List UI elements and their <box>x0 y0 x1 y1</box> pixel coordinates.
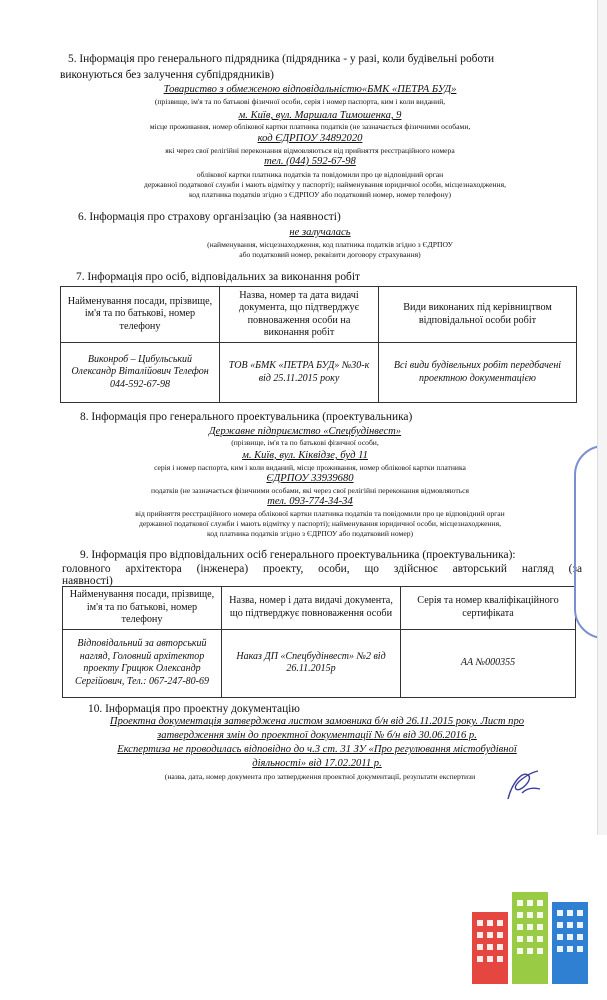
s5-name: Товариство з обмеженою відповідальністю«БМК «ПЕТРА БУД» <box>163 84 457 95</box>
page-edge <box>597 0 607 835</box>
s8-cap-1: (прізвище, ім'я та по батькові фізичної особи, <box>231 438 379 447</box>
s6-cap-1: (найменування, місцезнаходження, код платника податків згідно з ЄДРПОУ <box>207 240 453 249</box>
s9-header-2: Назва, номер і дата видачі документа, що підтверджує повноваження особи <box>222 587 401 630</box>
s9-row <box>63 629 576 697</box>
s7-cell-3: Всі види будівельних робіт передбачені проектною документацією <box>379 343 577 403</box>
s8-code: ЄДРПОУ 33939680 <box>266 473 354 484</box>
s8-cap-4: від прийняття реєстраційного номера облікової картки платника податків та повідомили про це відповідний орган <box>135 509 505 518</box>
s10-cap: (назва, дата, номер документа про затвердження проектної документації, результати експертизи <box>164 772 476 781</box>
s9-cell-2: Наказ ДП «Спецбудінвест» №2 від 26.11.2015р <box>222 629 401 697</box>
s5-cap-3: які через свої релігійні переконання відмовляються від прийняття реєстраційного номера <box>165 146 455 155</box>
s7-row <box>61 343 577 403</box>
s7-cell-1: Виконроб – Цибульський Олександр Віталійович Телефон 044-592-67-98 <box>61 343 220 403</box>
s6-title: 6. Інформація про страхову організацію (за наявності) <box>78 211 341 223</box>
s7-header-3: Види виконаних під керівництвом відповідальної особи робіт <box>379 287 577 343</box>
s7-cell-2: ТОВ «БМК «ПЕТРА БУД» №30-к від 25.11.2015 року <box>220 343 379 403</box>
s8-title: 8. Інформація про генерального проектувальника (проектувальника) <box>80 411 413 423</box>
s7-header-1: Найменування посади, прізвище, ім'я та по батькові, номер телефону <box>61 287 220 343</box>
s5-address: м. Київ, вул. Маршала Тимошенка, 9 <box>238 110 402 121</box>
s7-header-2: Назва, номер та дата видачі документа, що підтверджує повноваження особи на виконання робіт <box>220 287 379 343</box>
s8-cap-3: податків (не зазначається фізичними особами, які через свої релігійні переконання відмовляються <box>151 486 469 495</box>
s7-title: 7. Інформація про осіб, відповідальних за виконання робіт <box>76 271 360 283</box>
s8-cap-5: державної податкової служби і мають відмітку у паспорті); найменування юридичної особи, місцезнаходження, <box>138 519 501 528</box>
s9-header-1: Найменування посади, прізвище, ім'я та по батькові, номер телефону <box>63 587 222 630</box>
s10-line-3: Експертиза не проводилась відповідно до ч.3 ст. 31 ЗУ «Про регулювання містобудівної <box>117 744 517 755</box>
stamp-icon <box>574 445 597 639</box>
s9-table <box>62 586 576 698</box>
s7-header-row <box>61 287 577 343</box>
s7-table <box>60 286 577 403</box>
s9-title-2: головного архітектора (інженера) проекту, особи, що здійснює авторський нагляд (за <box>62 563 582 575</box>
s10-title: 10. Інформація про проектну документацію <box>88 703 300 715</box>
s5-phone: тел. (044) 592-67-98 <box>264 156 356 167</box>
s5-cap-2: місце проживання, номер облікової картки платника податків (не зазначається фізичними особами, <box>149 122 471 131</box>
s9-title-3: наявності) <box>62 575 113 587</box>
s9-header-row <box>63 587 576 630</box>
s8-name: Державне підприємство «Спецбудінвест» <box>208 426 402 437</box>
building-logo-icon <box>472 890 592 990</box>
s6-value: не залучалась <box>289 227 351 238</box>
s5-code: код ЄДРПОУ 34892020 <box>257 133 363 144</box>
s6-cap-2: або податковий номер, реквізити договору страхування) <box>239 250 421 259</box>
s8-cap-6: код платника податків згідно з ЄДРПОУ або податковий номер) <box>206 529 414 538</box>
s8-cap-2: серія і номер паспорта, ким і коли виданий, місце проживання, номер облікової картки платника <box>154 463 466 472</box>
s5-cap-6: код платника податків згідно з ЄДРПОУ або податковий номер, номер телефону) <box>189 190 451 199</box>
s8-phone: тел. 093-774-34-34 <box>267 496 353 507</box>
s5-cap-5: державної податкової служби і мають відмітку у паспорті); найменування юридичної особи, місцезнаходження, <box>143 180 506 189</box>
s5-cap-4: облікової картки платника податків та повідомили про це відповідний орган <box>196 170 444 179</box>
s5-cap-1: (прізвище, ім'я та по батькові фізичної особи, серія і номер паспорта, ким і коли виданий, <box>154 97 446 106</box>
s10-line-4: діяльності» від 17.02.2011 р. <box>252 758 382 769</box>
s9-cell-1: Відповідальний за авторський нагляд, Головний архітектор проекту Грицюк Олександр Сергійович, Тел.: 067-247-80-69 <box>63 629 222 697</box>
signature-icon <box>502 763 546 807</box>
s9-header-3: Серія та номер кваліфікаційного сертифіката <box>401 587 576 630</box>
s9-cell-3: АА №000355 <box>401 629 576 697</box>
s10-line-1: Проектна документація затверджена листом замовника б/н від 26.11.2015 року. Лист про <box>109 716 525 727</box>
s5-title-1: 5. Інформація про генерального підрядника (підрядника - у разі, коли будівельні роботи <box>68 53 495 65</box>
s8-address: м. Київ, вул. Кіквідзе, буд 11 <box>242 450 368 461</box>
s5-title-2: виконуються без залучення субпідрядників) <box>60 69 274 81</box>
s9-title-1: 9. Інформація про відповідальних осіб генерального проектувальника (проектувальника): <box>80 549 516 561</box>
s10-line-2: затвердження змін до проектної документації № б/н від 30.06.2016 р. <box>157 730 477 741</box>
